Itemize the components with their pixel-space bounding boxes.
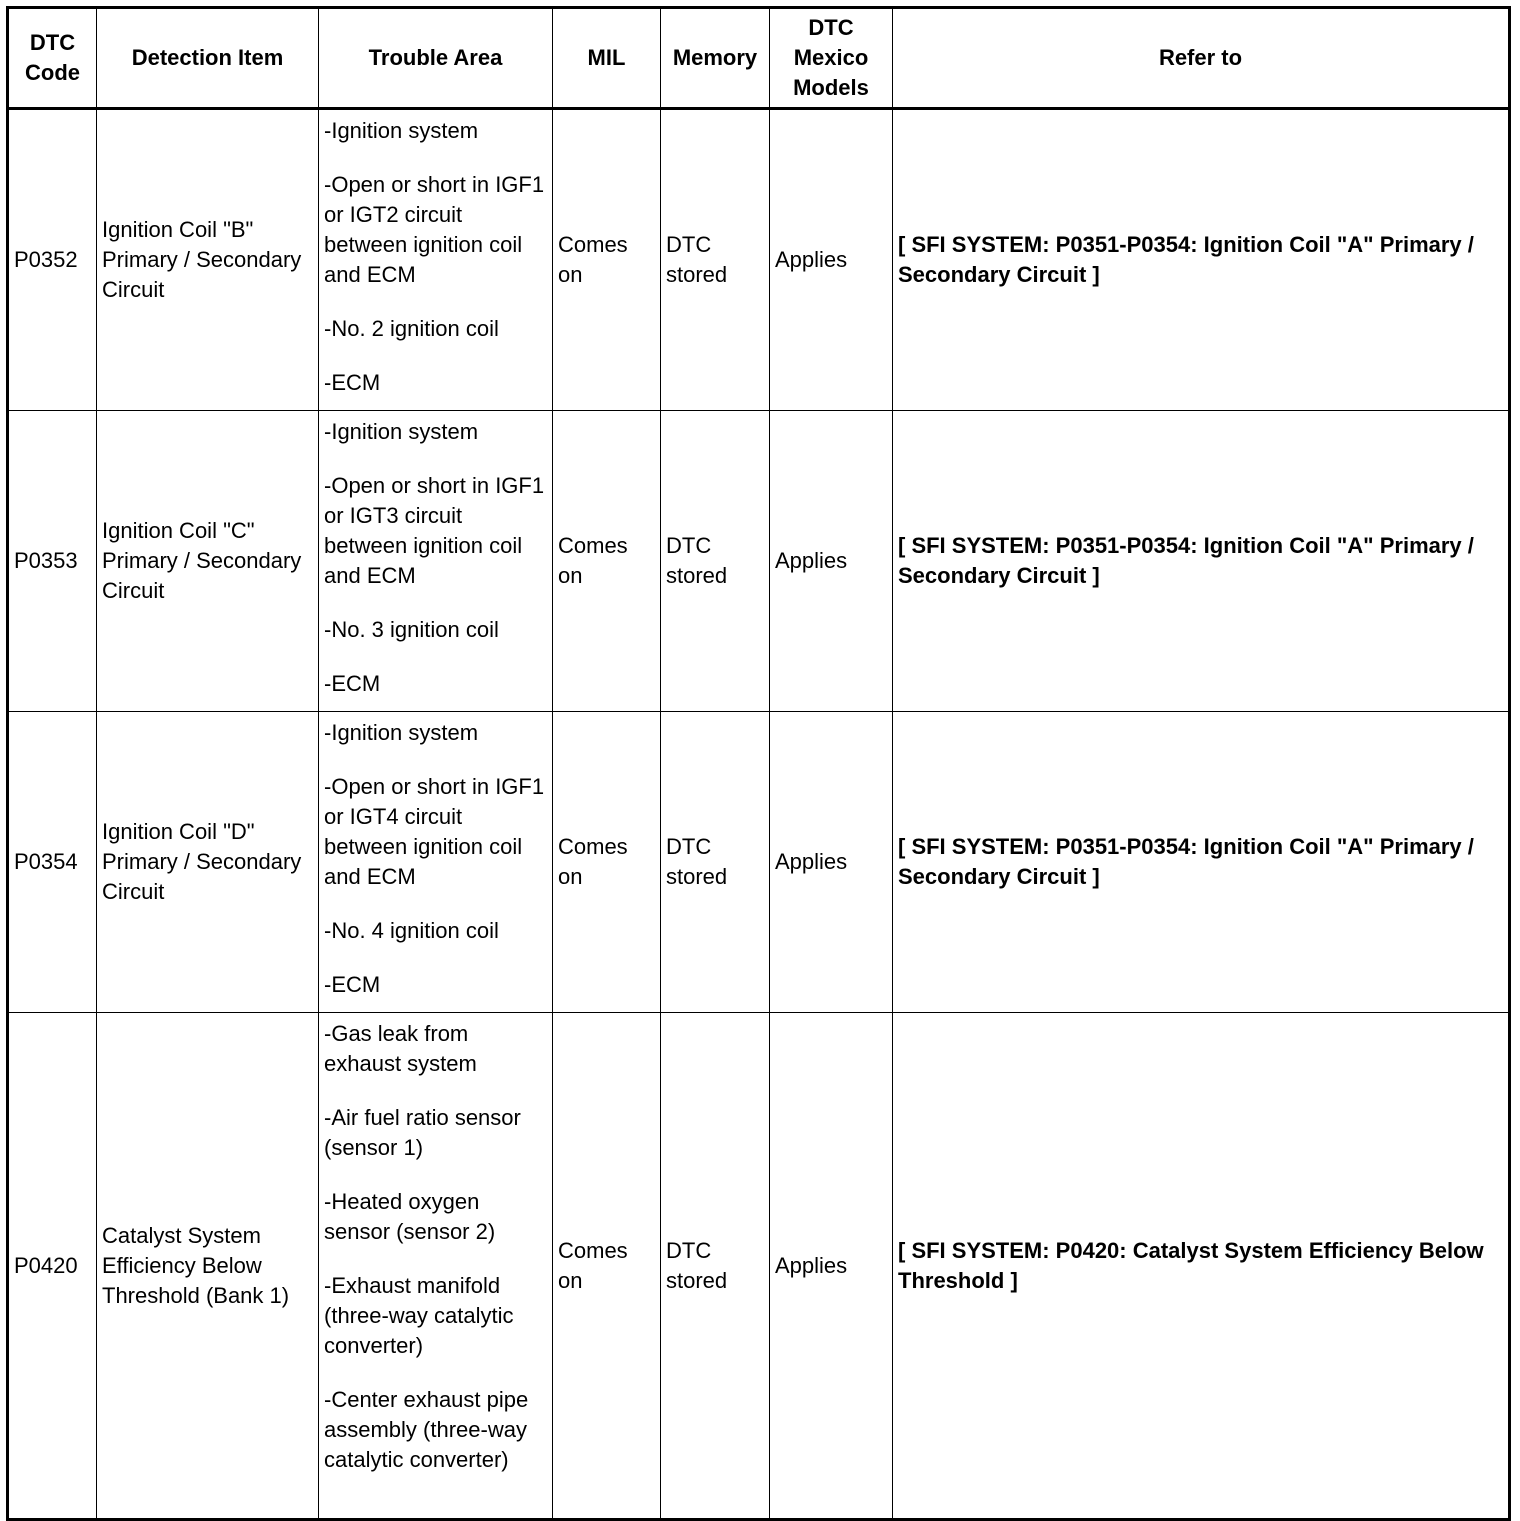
trouble-area-cell	[319, 411, 553, 712]
trouble-area-item: -ECM	[324, 972, 381, 997]
trouble-area-item: -Exhaust manifold (three-way catalytic converter)	[324, 1273, 514, 1358]
header-mil: MIL	[553, 8, 661, 109]
mil-cell: Comes on	[553, 411, 661, 712]
trouble-area-item: -Open or short in IGF1 or IGT4 circuit between ignition coil and ECM	[324, 774, 545, 889]
header-dtc-code: DTC Code	[8, 8, 97, 109]
mil-cell: Comes on	[553, 1013, 661, 1520]
dtc-table	[6, 6, 1511, 1521]
dtc-mexico-cell: Applies	[770, 109, 893, 411]
refer-to-cell[interactable]	[893, 1013, 1510, 1520]
trouble-area-item: -Ignition system	[324, 720, 479, 745]
mil-cell: Comes on	[553, 109, 661, 411]
trouble-area-item: -Gas leak from exhaust system	[324, 1021, 477, 1076]
detection-item-cell: Ignition Coil "D" Primary / Secondary Circuit	[97, 712, 319, 1013]
table-row	[8, 712, 1510, 1013]
dtc-code-cell: P0420	[8, 1013, 97, 1520]
trouble-area-item: -Ignition system	[324, 419, 479, 444]
trouble-area-item: -Ignition system	[324, 118, 479, 143]
dtc-mexico-cell: Applies	[770, 1013, 893, 1520]
memory-cell: DTC stored	[661, 109, 770, 411]
dtc-code-cell: P0353	[8, 411, 97, 712]
header-trouble-area: Trouble Area	[319, 8, 553, 109]
table-row	[8, 109, 1510, 411]
trouble-area-item: -Open or short in IGF1 or IGT3 circuit between ignition coil and ECM	[324, 473, 545, 588]
detection-item-cell: Catalyst System Efficiency Below Threshold (Bank 1)	[97, 1013, 319, 1520]
trouble-area-item: -No. 3 ignition coil	[324, 617, 499, 642]
refer-to-cell[interactable]	[893, 411, 1510, 712]
trouble-area-item: -No. 2 ignition coil	[324, 316, 499, 341]
trouble-area-item: -No. 4 ignition coil	[324, 918, 499, 943]
trouble-area-cell	[319, 1013, 553, 1520]
trouble-area-item: -Heated oxygen sensor (sensor 2)	[324, 1189, 496, 1244]
header-dtc-mexico-models: DTC Mexico Models	[770, 8, 893, 109]
memory-cell: DTC stored	[661, 411, 770, 712]
dtc-code-cell: P0354	[8, 712, 97, 1013]
dtc-mexico-cell: Applies	[770, 712, 893, 1013]
header-memory: Memory	[661, 8, 770, 109]
trouble-area-item: -Air fuel ratio sensor (sensor 1)	[324, 1105, 521, 1160]
trouble-area-item: -ECM	[324, 370, 381, 395]
refer-to-link[interactable]: [ SFI SYSTEM: P0351-P0354: Ignition Coil "A" Primary / Secondary Circuit ]	[898, 232, 1474, 287]
table-row	[8, 411, 1510, 712]
mil-cell: Comes on	[553, 712, 661, 1013]
trouble-area-item: -Center exhaust pipe assembly (three-way catalytic converter)	[324, 1387, 529, 1472]
detection-item-cell: Ignition Coil "B" Primary / Secondary Circuit	[97, 109, 319, 411]
trouble-area-item: -Open or short in IGF1 or IGT2 circuit between ignition coil and ECM	[324, 172, 545, 287]
trouble-area-cell	[319, 109, 553, 411]
refer-to-cell[interactable]	[893, 712, 1510, 1013]
refer-to-link[interactable]: [ SFI SYSTEM: P0420: Catalyst System Efficiency Below Threshold ]	[898, 1237, 1484, 1293]
trouble-area-item: -ECM	[324, 671, 381, 696]
header-row	[8, 8, 1510, 109]
refer-to-link[interactable]: [ SFI SYSTEM: P0351-P0354: Ignition Coil "A" Primary / Secondary Circuit ]	[898, 834, 1474, 889]
detection-item-cell: Ignition Coil "C" Primary / Secondary Circuit	[97, 411, 319, 712]
header-detection-item: Detection Item	[97, 8, 319, 109]
table-row	[8, 1013, 1510, 1520]
dtc-mexico-cell: Applies	[770, 411, 893, 712]
trouble-area-cell	[319, 712, 553, 1013]
refer-to-cell[interactable]	[893, 109, 1510, 411]
dtc-code-cell: P0352	[8, 109, 97, 411]
header-refer-to: Refer to	[893, 8, 1510, 109]
refer-to-link[interactable]: [ SFI SYSTEM: P0351-P0354: Ignition Coil "A" Primary / Secondary Circuit ]	[898, 533, 1474, 588]
memory-cell: DTC stored	[661, 1013, 770, 1520]
memory-cell: DTC stored	[661, 712, 770, 1013]
